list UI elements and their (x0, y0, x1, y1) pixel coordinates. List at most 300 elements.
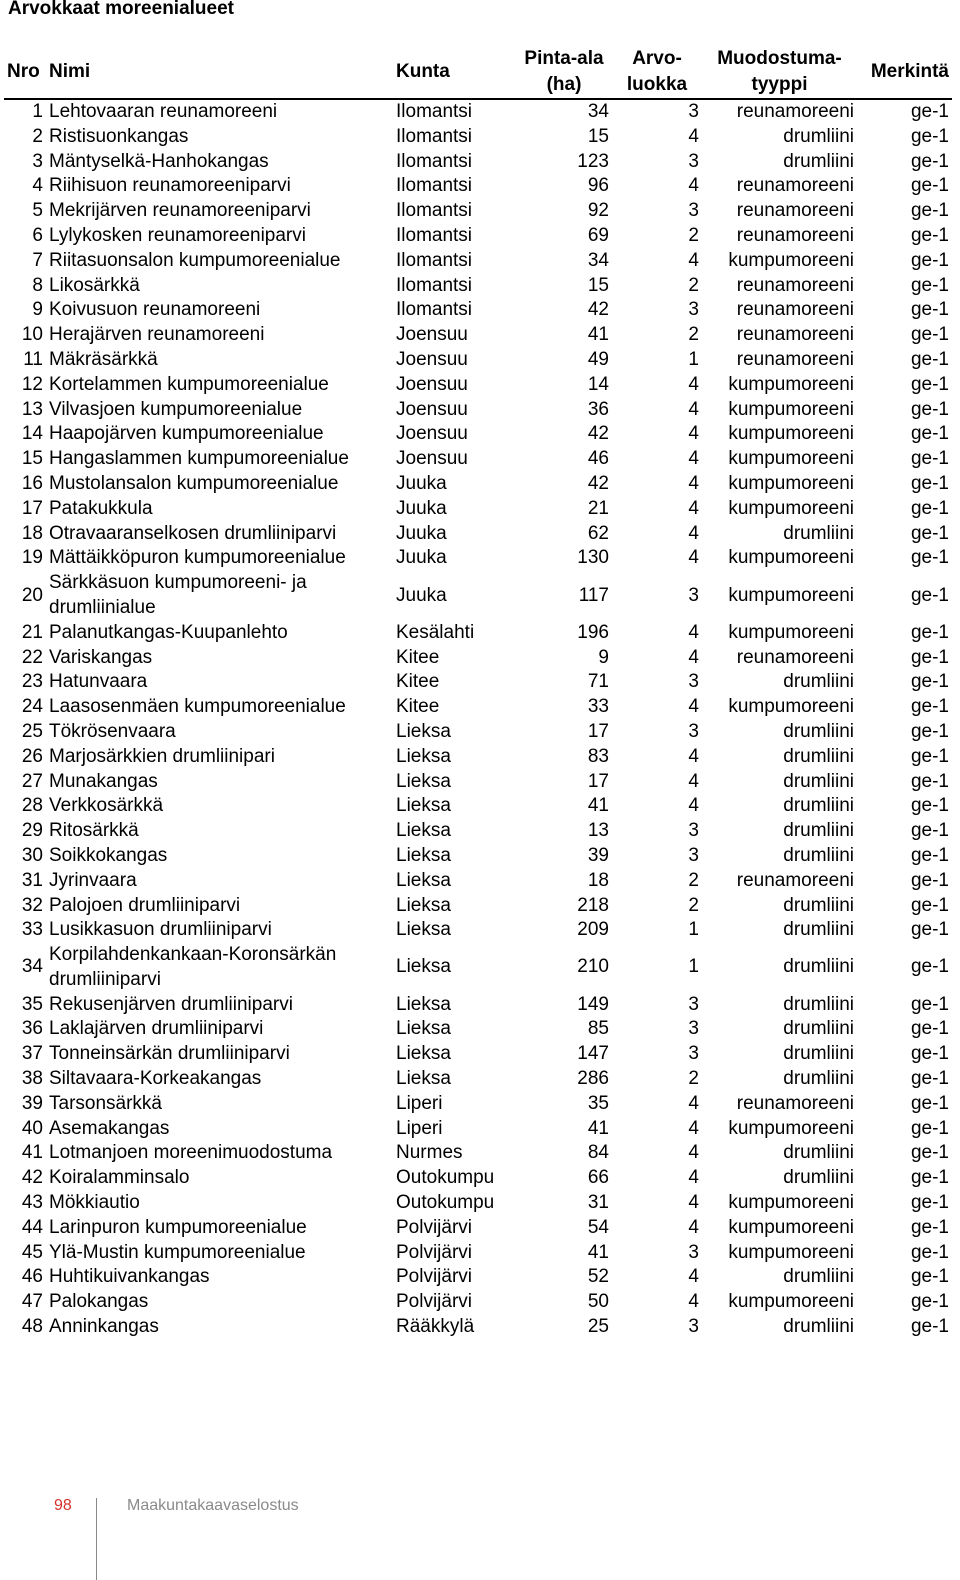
cell-nro: 44 (21, 1216, 43, 1238)
cell-pinta-ala: 196 (577, 621, 609, 643)
cell-pinta-ala: 71 (587, 671, 609, 693)
table-row (4, 943, 952, 993)
cell-merkinta: ge-1 (910, 472, 949, 494)
cell-arvoluokka: 3 (688, 671, 699, 693)
cell-pinta-ala: 14 (587, 373, 609, 395)
cell-merkinta: ge-1 (910, 1241, 949, 1263)
table-row (4, 1067, 952, 1092)
cell-arvoluokka: 4 (688, 1192, 699, 1214)
cell-nimi: Särkkäsuon kumpumoreeni- ja drumliinialue (49, 572, 307, 618)
cell-muodostumatyyppi: kumpumoreeni (728, 249, 854, 271)
header-pinta-ala-line2: (ha) (546, 74, 582, 95)
cell-muodostumatyyppi: kumpumoreeni (728, 1216, 854, 1238)
cell-nimi: Lotmanjoen moreenimuodostuma (49, 1142, 333, 1164)
cell-pinta-ala: 117 (578, 584, 609, 606)
cell-nro: 48 (21, 1316, 43, 1338)
cell-kunta: Lieksa (396, 919, 451, 941)
cell-nimi: Lehtovaaran reunamoreeni (49, 101, 278, 122)
cell-muodostumatyyppi: drumliini (783, 795, 854, 817)
cell-muodostumatyyppi: kumpumoreeni (728, 1117, 854, 1139)
header-merkinta: Merkintä (857, 46, 952, 99)
cell-merkinta: ge-1 (910, 497, 949, 519)
cell-kunta: Juuka (396, 497, 447, 519)
cell-arvoluokka: 4 (688, 1266, 699, 1288)
cell-nimi: Laasosenmäen kumpumoreenialue (49, 696, 346, 718)
cell-kunta: Lieksa (396, 770, 451, 792)
cell-kunta: Juuka (396, 522, 447, 544)
cell-arvoluokka: 2 (688, 324, 699, 346)
cell-kunta: Joensuu (396, 423, 468, 445)
cell-kunta: Juuka (396, 584, 447, 606)
cell-merkinta: ge-1 (910, 324, 949, 346)
cell-arvoluokka: 4 (688, 646, 699, 668)
cell-nro: 30 (21, 844, 43, 866)
cell-kunta: Lieksa (396, 745, 451, 767)
cell-nimi: Anninkangas (49, 1316, 159, 1338)
cell-merkinta: ge-1 (910, 1167, 949, 1189)
cell-nro: 20 (21, 584, 43, 606)
cell-nro: 34 (21, 956, 43, 978)
cell-kunta: Ilomantsi (396, 150, 473, 172)
cell-kunta: Lieksa (396, 894, 451, 916)
cell-pinta-ala: 36 (587, 398, 609, 420)
cell-kunta: Lieksa (396, 993, 451, 1015)
cell-nro: 13 (21, 398, 43, 420)
cell-pinta-ala: 35 (587, 1092, 609, 1114)
cell-arvoluokka: 3 (688, 1043, 699, 1065)
cell-nro: 7 (32, 249, 43, 271)
cell-muodostumatyyppi: kumpumoreeni (728, 547, 854, 569)
page-title: Arvokkaat moreenialueet (8, 0, 234, 19)
table-row (4, 298, 952, 323)
cell-nimi: Mustolansalon kumpumoreenialue (49, 472, 339, 494)
cell-pinta-ala: 15 (587, 125, 609, 147)
cell-pinta-ala: 52 (587, 1266, 609, 1288)
table-row (4, 497, 952, 522)
cell-muodostumatyyppi: drumliini (783, 993, 854, 1015)
cell-kunta: Outokumpu (396, 1192, 495, 1214)
cell-pinta-ala: 41 (587, 1241, 609, 1263)
header-muodostumatyyppi (702, 46, 857, 99)
cell-nimi: Palokangas (49, 1291, 149, 1313)
cell-muodostumatyyppi: drumliini (783, 745, 854, 767)
table-row (4, 844, 952, 869)
cell-nro: 21 (21, 621, 43, 643)
cell-pinta-ala: 210 (577, 956, 609, 978)
cell-arvoluokka: 2 (688, 869, 699, 891)
cell-kunta: Ilomantsi (396, 125, 473, 147)
cell-nro: 4 (32, 175, 43, 197)
table-row (4, 745, 952, 770)
cell-arvoluokka: 4 (688, 1142, 699, 1164)
cell-pinta-ala: 31 (587, 1192, 609, 1214)
table-row (4, 646, 952, 671)
cell-arvoluokka: 4 (688, 398, 699, 420)
cell-pinta-ala: 286 (577, 1068, 609, 1090)
table-body (4, 99, 952, 1340)
table-row (4, 199, 952, 224)
cell-merkinta: ge-1 (910, 125, 949, 147)
cell-arvoluokka: 1 (688, 348, 699, 370)
cell-muodostumatyyppi: drumliini (783, 956, 854, 978)
cell-muodostumatyyppi: drumliini (783, 1142, 854, 1164)
table-row (4, 224, 952, 249)
cell-kunta: Rääkkylä (396, 1316, 475, 1338)
header-muodostumatyyppi-line2: tyyppi (751, 74, 808, 95)
cell-pinta-ala: 21 (587, 497, 609, 519)
cell-muodostumatyyppi: drumliini (783, 894, 854, 916)
cell-nro: 23 (21, 671, 43, 693)
cell-nimi: Hangaslammen kumpumoreenialue (49, 448, 349, 470)
cell-pinta-ala: 42 (587, 423, 609, 445)
cell-kunta: Polvijärvi (396, 1241, 473, 1263)
table-row (4, 174, 952, 199)
cell-nimi: Korpilahdenkankaan-Koronsärkän drumliiniparvi (49, 944, 337, 990)
cell-nro: 9 (32, 299, 43, 321)
cell-nro: 19 (21, 547, 43, 569)
cell-merkinta: ge-1 (910, 646, 949, 668)
cell-pinta-ala: 84 (587, 1142, 609, 1164)
cell-nimi: Mättäikköpuron kumpumoreenialue (49, 547, 346, 569)
cell-kunta: Joensuu (396, 448, 468, 470)
cell-kunta: Liperi (396, 1092, 443, 1114)
table-row (4, 1216, 952, 1241)
cell-kunta: Polvijärvi (396, 1266, 473, 1288)
cell-muodostumatyyppi: kumpumoreeni (728, 398, 854, 420)
table-row (4, 1042, 952, 1067)
cell-merkinta: ge-1 (910, 448, 949, 470)
cell-pinta-ala: 96 (587, 175, 609, 197)
cell-arvoluokka: 3 (688, 820, 699, 842)
cell-pinta-ala: 15 (587, 274, 609, 296)
cell-nimi: Soikkokangas (49, 844, 168, 866)
cell-muodostumatyyppi: drumliini (783, 919, 854, 941)
cell-nro: 6 (32, 224, 43, 246)
cell-muodostumatyyppi: kumpumoreeni (728, 1241, 854, 1263)
table-row (4, 894, 952, 919)
cell-arvoluokka: 3 (688, 584, 699, 606)
cell-muodostumatyyppi: drumliini (783, 1043, 854, 1065)
cell-nimi: Mäntyselkä-Hanhokangas (49, 150, 269, 172)
table-row (4, 1290, 952, 1315)
cell-merkinta: ge-1 (910, 423, 949, 445)
cell-arvoluokka: 2 (688, 894, 699, 916)
table-row (4, 918, 952, 943)
cell-muodostumatyyppi: drumliini (783, 1018, 854, 1040)
cell-pinta-ala: 54 (587, 1216, 609, 1238)
cell-nro: 12 (21, 373, 43, 395)
cell-nimi: Lusikkasuon drumliiniparvi (49, 919, 272, 941)
cell-nro: 10 (21, 324, 43, 346)
cell-nro: 46 (21, 1266, 43, 1288)
cell-kunta: Lieksa (396, 1043, 451, 1065)
cell-merkinta: ge-1 (910, 584, 949, 606)
cell-pinta-ala: 41 (587, 795, 609, 817)
cell-arvoluokka: 4 (688, 696, 699, 718)
cell-muodostumatyyppi: drumliini (783, 720, 854, 742)
cell-pinta-ala: 33 (587, 696, 609, 718)
footer-divider (96, 1498, 97, 1580)
cell-arvoluokka: 4 (688, 497, 699, 519)
cell-merkinta: ge-1 (910, 770, 949, 792)
cell-pinta-ala: 17 (587, 770, 609, 792)
cell-kunta: Ilomantsi (396, 101, 473, 122)
cell-merkinta: ge-1 (910, 1043, 949, 1065)
cell-nimi: Lylykosken reunamoreeniparvi (49, 224, 306, 246)
cell-nro: 39 (21, 1092, 43, 1114)
table-row (4, 1191, 952, 1216)
table-row (4, 571, 952, 621)
table-row (4, 1141, 952, 1166)
cell-kunta: Lieksa (396, 1068, 451, 1090)
cell-merkinta: ge-1 (910, 1092, 949, 1114)
cell-arvoluokka: 3 (688, 101, 699, 122)
cell-merkinta: ge-1 (910, 1291, 949, 1313)
table-row (4, 274, 952, 299)
cell-kunta: Ilomantsi (396, 175, 473, 197)
cell-kunta: Lieksa (396, 720, 451, 742)
header-kunta: Kunta (393, 46, 516, 99)
cell-nimi: Riihisuon reunamoreeniparvi (49, 175, 291, 197)
cell-merkinta: ge-1 (910, 720, 949, 742)
cell-muodostumatyyppi: kumpumoreeni (728, 497, 854, 519)
header-nro: Nro (4, 46, 46, 99)
cell-merkinta: ge-1 (910, 1142, 949, 1164)
cell-nimi: Ritosärkkä (49, 820, 139, 842)
cell-nro: 5 (32, 200, 43, 222)
cell-arvoluokka: 4 (688, 1167, 699, 1189)
cell-nimi: Koivusuon reunamoreeni (49, 299, 261, 321)
cell-arvoluokka: 3 (688, 150, 699, 172)
cell-merkinta: ge-1 (910, 299, 949, 321)
cell-arvoluokka: 4 (688, 1092, 699, 1114)
cell-muodostumatyyppi: reunamoreeni (736, 348, 854, 370)
cell-nimi: Riitasuonsalon kumpumoreenialue (49, 249, 341, 271)
cell-kunta: Nurmes (396, 1142, 463, 1164)
cell-nimi: Kortelammen kumpumoreenialue (49, 373, 329, 395)
cell-nro: 36 (21, 1018, 43, 1040)
cell-nimi: Verkkosärkkä (49, 795, 164, 817)
cell-arvoluokka: 4 (688, 621, 699, 643)
cell-muodostumatyyppi: reunamoreeni (736, 175, 854, 197)
cell-arvoluokka: 3 (688, 1241, 699, 1263)
cell-merkinta: ge-1 (910, 373, 949, 395)
cell-pinta-ala: 39 (587, 844, 609, 866)
cell-muodostumatyyppi: reunamoreeni (736, 299, 854, 321)
cell-muodostumatyyppi: kumpumoreeni (728, 448, 854, 470)
cell-muodostumatyyppi: drumliini (783, 671, 854, 693)
cell-arvoluokka: 4 (688, 1117, 699, 1139)
cell-kunta: Liperi (396, 1117, 443, 1139)
cell-nimi: Otravaaranselkosen drumliiniparvi (49, 522, 337, 544)
cell-nimi: Rekusenjärven drumliiniparvi (49, 993, 293, 1015)
cell-kunta: Lieksa (396, 820, 451, 842)
table-row (4, 621, 952, 646)
cell-nimi: Munakangas (49, 770, 158, 792)
cell-pinta-ala: 50 (587, 1291, 609, 1313)
cell-muodostumatyyppi: drumliini (783, 125, 854, 147)
cell-nimi: Huhtikuivankangas (49, 1266, 210, 1288)
cell-nro: 35 (21, 993, 43, 1015)
cell-merkinta: ge-1 (910, 696, 949, 718)
cell-merkinta: ge-1 (910, 993, 949, 1015)
table-row (4, 348, 952, 373)
cell-nro: 43 (21, 1192, 43, 1214)
cell-muodostumatyyppi: drumliini (783, 1316, 854, 1338)
table-row (4, 720, 952, 745)
cell-merkinta: ge-1 (910, 820, 949, 842)
cell-arvoluokka: 4 (688, 745, 699, 767)
cell-pinta-ala: 130 (577, 547, 609, 569)
cell-pinta-ala: 49 (587, 348, 609, 370)
cell-kunta: Polvijärvi (396, 1216, 473, 1238)
cell-nro: 40 (21, 1117, 43, 1139)
cell-arvoluokka: 3 (688, 844, 699, 866)
cell-arvoluokka: 4 (688, 175, 699, 197)
cell-pinta-ala: 46 (587, 448, 609, 470)
cell-muodostumatyyppi: kumpumoreeni (728, 1291, 854, 1313)
cell-merkinta: ge-1 (910, 175, 949, 197)
cell-nro: 22 (21, 646, 43, 668)
header-pinta-ala (516, 46, 612, 99)
cell-nro: 45 (21, 1241, 43, 1263)
table-row (4, 1117, 952, 1142)
cell-arvoluokka: 2 (688, 274, 699, 296)
cell-merkinta: ge-1 (910, 671, 949, 693)
table-row (4, 422, 952, 447)
cell-arvoluokka: 3 (688, 1018, 699, 1040)
cell-nro: 3 (32, 150, 43, 172)
table-row (4, 794, 952, 819)
cell-merkinta: ge-1 (910, 621, 949, 643)
cell-arvoluokka: 4 (688, 125, 699, 147)
table-row (4, 522, 952, 547)
cell-nimi: Herajärven reunamoreeni (49, 324, 265, 346)
table-row (4, 670, 952, 695)
cell-nimi: Laklajärven drumliiniparvi (49, 1018, 264, 1040)
cell-merkinta: ge-1 (910, 869, 949, 891)
cell-arvoluokka: 3 (688, 200, 699, 222)
cell-arvoluokka: 4 (688, 1291, 699, 1313)
cell-pinta-ala: 34 (587, 101, 609, 122)
cell-nimi: Palanutkangas-Kuupanlehto (49, 621, 288, 643)
cell-pinta-ala: 18 (587, 869, 609, 891)
cell-nimi: Ylä-Mustin kumpumoreenialue (49, 1241, 306, 1263)
cell-arvoluokka: 4 (688, 373, 699, 395)
cell-muodostumatyyppi: reunamoreeni (736, 274, 854, 296)
cell-muodostumatyyppi: drumliini (783, 150, 854, 172)
cell-nimi: Tökrösenvaara (49, 720, 176, 742)
cell-nro: 24 (21, 696, 43, 718)
cell-arvoluokka: 3 (688, 299, 699, 321)
table-row (4, 398, 952, 423)
header-arvoluokka-line1: Arvo- (632, 48, 682, 69)
cell-merkinta: ge-1 (910, 547, 949, 569)
cell-arvoluokka: 4 (688, 448, 699, 470)
cell-arvoluokka: 2 (688, 224, 699, 246)
cell-nimi: Larinpuron kumpumoreenialue (49, 1216, 307, 1238)
cell-nro: 42 (21, 1167, 43, 1189)
cell-nro: 33 (21, 919, 43, 941)
cell-pinta-ala: 209 (577, 919, 609, 941)
cell-nro: 27 (21, 770, 43, 792)
cell-muodostumatyyppi: reunamoreeni (736, 324, 854, 346)
cell-arvoluokka: 4 (688, 522, 699, 544)
cell-arvoluokka: 4 (688, 547, 699, 569)
cell-nimi: Palojoen drumliiniparvi (49, 894, 241, 916)
cell-pinta-ala: 41 (587, 324, 609, 346)
table-row (4, 150, 952, 175)
cell-muodostumatyyppi: reunamoreeni (736, 646, 854, 668)
moraine-areas-table (4, 46, 952, 1340)
cell-arvoluokka: 4 (688, 249, 699, 271)
cell-muodostumatyyppi: drumliini (783, 820, 854, 842)
cell-merkinta: ge-1 (910, 274, 949, 296)
cell-merkinta: ge-1 (910, 894, 949, 916)
table-row (4, 323, 952, 348)
table-row (4, 1315, 952, 1340)
cell-nimi: Likosärkkä (49, 274, 140, 296)
cell-arvoluokka: 4 (688, 472, 699, 494)
cell-arvoluokka: 4 (688, 770, 699, 792)
cell-pinta-ala: 42 (587, 472, 609, 494)
table-row (4, 695, 952, 720)
cell-nimi: Ristisuonkangas (49, 125, 189, 147)
table-row (4, 993, 952, 1018)
cell-nro: 47 (21, 1291, 43, 1313)
table-row (4, 1265, 952, 1290)
cell-nro: 16 (21, 472, 43, 494)
table-header-row (4, 46, 952, 99)
cell-arvoluokka: 2 (688, 1068, 699, 1090)
cell-nimi: Mökkiautio (49, 1192, 140, 1214)
cell-kunta: Juuka (396, 547, 447, 569)
cell-muodostumatyyppi: kumpumoreeni (728, 621, 854, 643)
cell-merkinta: ge-1 (910, 844, 949, 866)
cell-pinta-ala: 149 (577, 993, 609, 1015)
cell-muodostumatyyppi: drumliini (783, 770, 854, 792)
header-pinta-ala-line1: Pinta-ala (524, 48, 604, 69)
cell-kunta: Kitee (396, 671, 440, 693)
header-arvoluokka (612, 46, 702, 99)
cell-muodostumatyyppi: kumpumoreeni (728, 584, 854, 606)
cell-nimi: Vilvasjoen kumpumoreenialue (49, 398, 303, 420)
cell-merkinta: ge-1 (910, 956, 949, 978)
cell-pinta-ala: 34 (587, 249, 609, 271)
cell-nro: 25 (21, 720, 43, 742)
cell-muodostumatyyppi: drumliini (783, 844, 854, 866)
cell-muodostumatyyppi: kumpumoreeni (728, 1192, 854, 1214)
cell-nimi: Mäkräsärkkä (49, 348, 158, 370)
cell-pinta-ala: 83 (587, 745, 609, 767)
cell-pinta-ala: 66 (587, 1167, 609, 1189)
table-row (4, 249, 952, 274)
cell-kunta: Lieksa (396, 1018, 451, 1040)
cell-pinta-ala: 42 (587, 299, 609, 321)
cell-nimi: Haapojärven kumpumoreenialue (49, 423, 324, 445)
cell-nimi: Koiralamminsalo (49, 1167, 190, 1189)
cell-nimi: Hatunvaara (49, 671, 148, 693)
cell-muodostumatyyppi: kumpumoreeni (728, 423, 854, 445)
cell-nro: 14 (21, 423, 43, 445)
cell-pinta-ala: 69 (587, 224, 609, 246)
table-row (4, 869, 952, 894)
cell-kunta: Ilomantsi (396, 299, 473, 321)
cell-kunta: Lieksa (396, 795, 451, 817)
cell-pinta-ala: 147 (577, 1043, 609, 1065)
cell-merkinta: ge-1 (910, 1316, 949, 1338)
cell-arvoluokka: 4 (688, 795, 699, 817)
